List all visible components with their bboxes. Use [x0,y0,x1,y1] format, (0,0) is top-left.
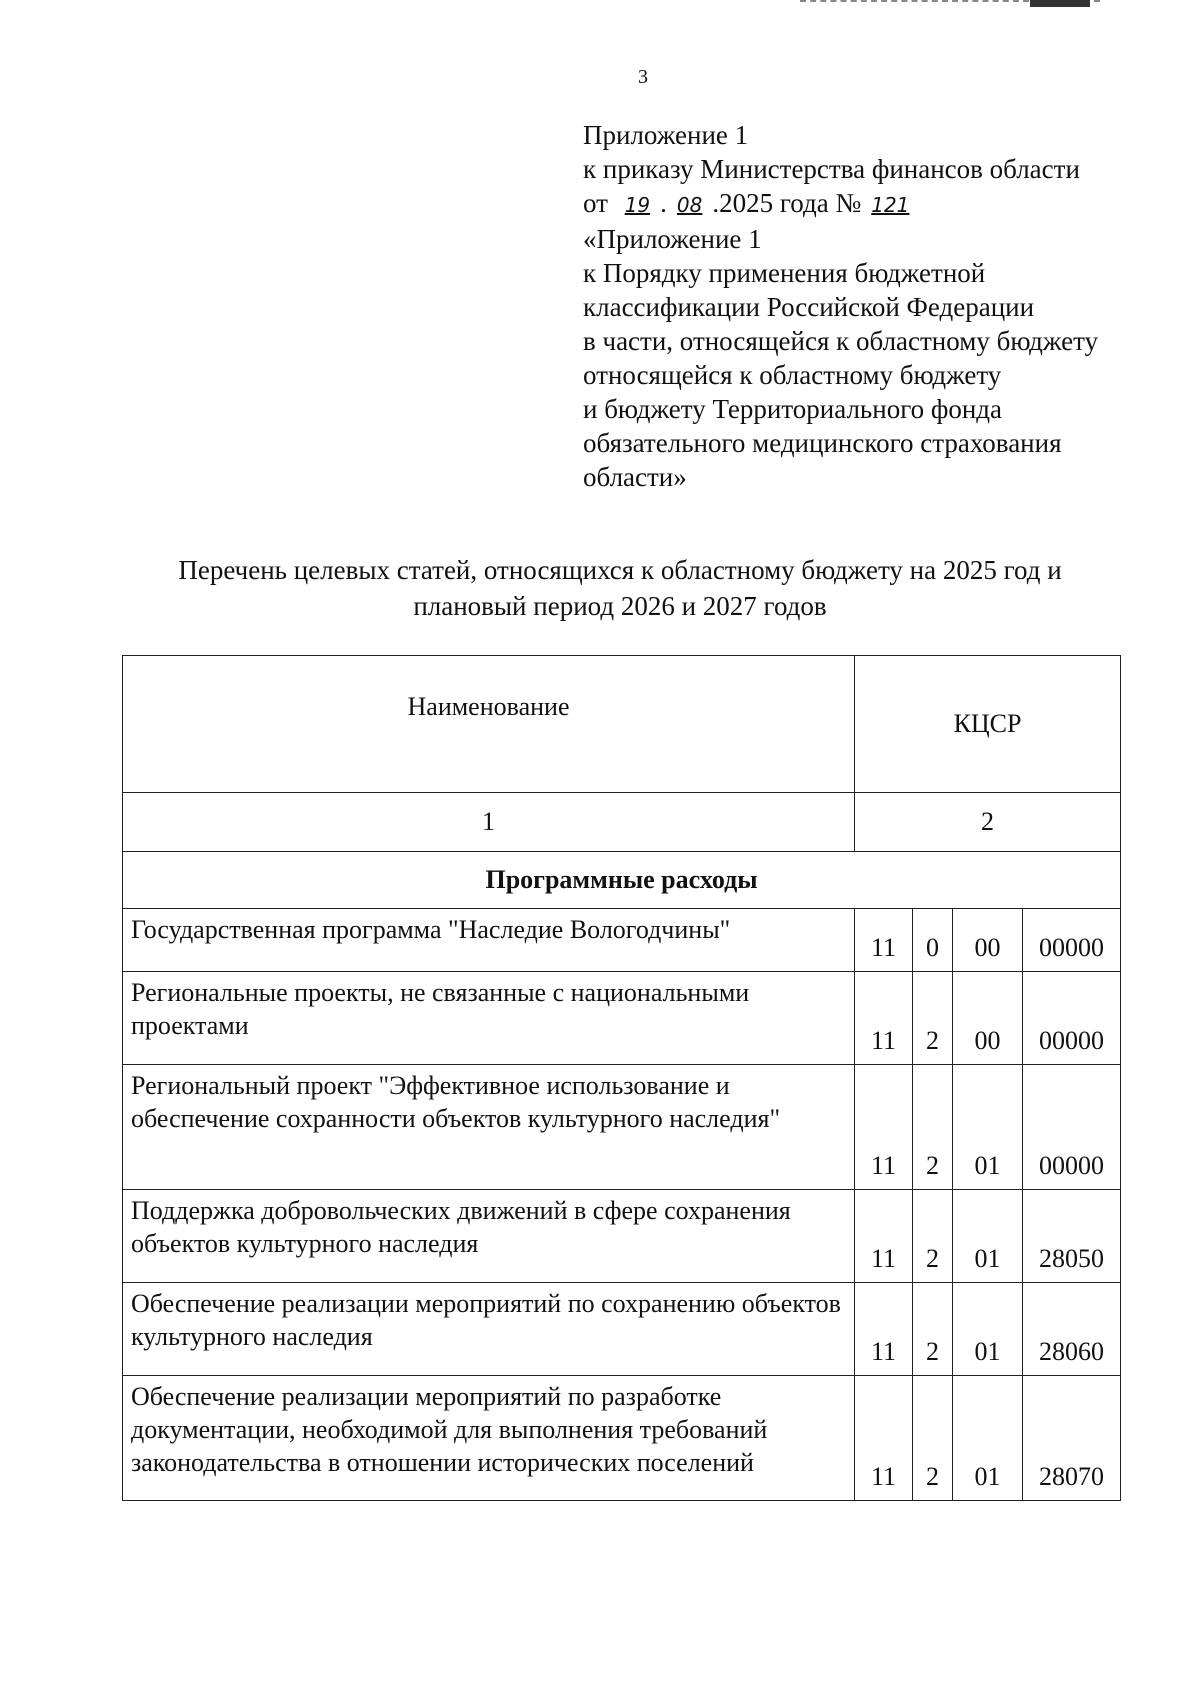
code-segment-4: 28050 [1023,1190,1121,1283]
date-prefix: от [583,188,608,218]
date-day: 19 [624,193,651,217]
appendix-line: к Порядку применения бюджетной [583,258,986,288]
appendix-line: обязательного медицинского страхования [583,428,1062,458]
code-segment-2: 0 [913,909,953,972]
table-row [123,1065,1121,1190]
code-segment-2: 2 [913,1065,953,1190]
code-segment-2: 2 [913,972,953,1065]
code-segment-3: 01 [953,1065,1023,1190]
column-number: 2 [855,793,1121,852]
table-row [123,1190,1121,1283]
row-name: Региональные проекты, не связанные с национальными проектами [123,972,855,1065]
code-segment-1: 11 [855,972,913,1065]
row-name: Поддержка добровольческих движений в сфере сохранения объектов культурного наследия [123,1190,855,1283]
kcsr-table [122,655,1121,1501]
code-segment-2: 2 [913,1283,953,1376]
header-code: КЦСР [855,656,1121,793]
table-row [123,972,1121,1065]
code-segment-4: 00000 [1023,972,1121,1065]
scan-artifact [800,0,1100,8]
appendix-block [583,118,1098,494]
title-line: Перечень целевых статей, относящихся к областному бюджету на 2025 год и [178,555,1062,585]
number-sign: № [835,188,862,218]
code-segment-3: 00 [953,972,1023,1065]
appendix-line: Приложение 1 [583,120,749,150]
code-segment-1: 11 [855,1065,913,1190]
appendix-date-line: от 19 . 08 .2025 года № 121 [583,186,1098,222]
table-row [123,1376,1121,1501]
appendix-line: к приказу Министерства финансов области [583,154,1080,184]
column-number: 1 [123,793,855,852]
section-row [123,852,1121,909]
code-segment-1: 11 [855,1190,913,1283]
header-row [123,656,1121,793]
document-title [120,552,1120,624]
page-number: 3 [638,66,648,88]
appendix-line: «Приложение 1 [583,224,762,254]
appendix-line: в части, относящейся к областному бюджету [583,326,1099,356]
table-row [123,1283,1121,1376]
appendix-line: области» [583,462,687,492]
title-line: плановый период 2026 и 2027 годов [413,591,827,621]
code-segment-1: 11 [855,1283,913,1376]
code-segment-2: 2 [913,1190,953,1283]
section-title: Программные расходы [123,852,1121,909]
code-segment-1: 11 [855,1376,913,1501]
code-segment-1: 11 [855,909,913,972]
order-number: 121 [871,193,910,217]
row-name: Региональный проект "Эффективное использование и обеспечение сохранности объектов культурного наследия" [123,1065,855,1190]
code-segment-3: 01 [953,1376,1023,1501]
code-segment-3: 00 [953,909,1023,972]
appendix-line: классификации Российской Федерации [583,292,1035,322]
column-number-row [123,793,1121,852]
appendix-line: относящейся к областному бюджету [583,360,1002,390]
code-segment-3: 01 [953,1283,1023,1376]
row-name: Обеспечение реализации мероприятий по разработке документации, необходимой для выполнения требований законодательства в отношении исторических поселений [123,1376,855,1501]
code-segment-4: 28070 [1023,1376,1121,1501]
row-name: Государственная программа "Наследие Вологодчины" [123,909,855,972]
date-month: 08 [676,193,703,217]
date-year: .2025 года [712,188,829,218]
appendix-line: и бюджету Территориального фонда [583,394,1003,424]
code-segment-4: 00000 [1023,909,1121,972]
table-row [123,909,1121,972]
code-segment-2: 2 [913,1376,953,1501]
header-name: Наименование [123,656,855,793]
code-segment-4: 00000 [1023,1065,1121,1190]
row-name: Обеспечение реализации мероприятий по сохранению объектов культурного наследия [123,1283,855,1376]
code-segment-3: 01 [953,1190,1023,1283]
code-segment-4: 28060 [1023,1283,1121,1376]
